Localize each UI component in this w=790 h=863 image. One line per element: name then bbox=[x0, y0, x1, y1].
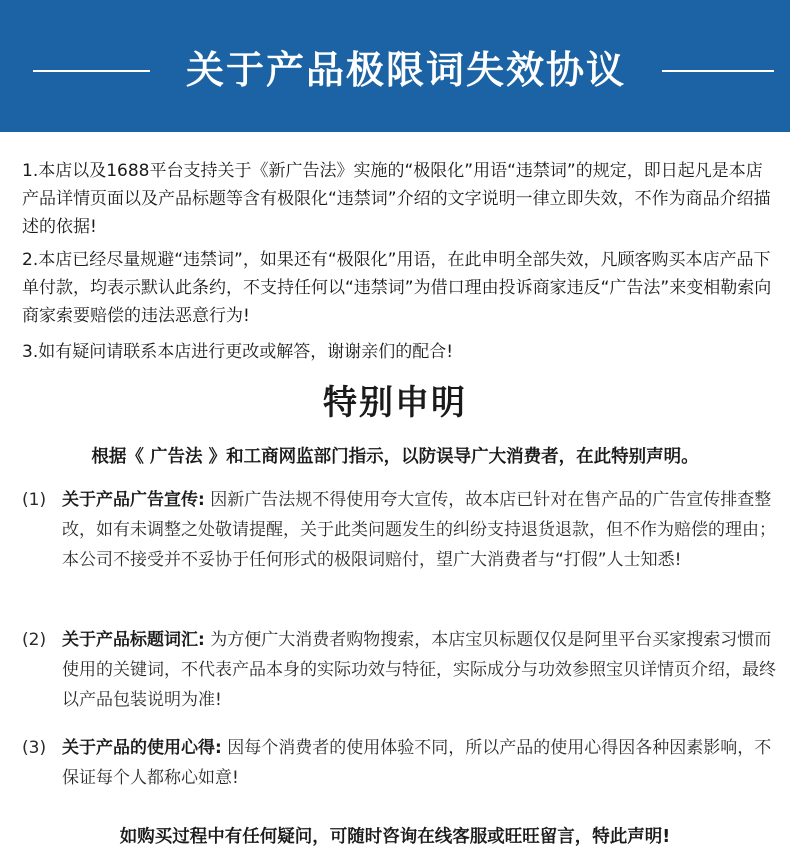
banner-title: 关于产品极限词失效协议 bbox=[185, 48, 626, 92]
notice-1 bbox=[22, 157, 776, 241]
item-number: (2) bbox=[22, 630, 47, 650]
statement-item-3 bbox=[22, 733, 782, 793]
banner-divider-left bbox=[33, 70, 150, 72]
statement-item-1 bbox=[22, 485, 782, 575]
item-heading: 关于产品标题词汇: bbox=[62, 630, 205, 650]
item-number: (1) bbox=[22, 490, 47, 510]
item-body: 因新广告法规不得使用夸大宣传，故本店已针对在售产品的广告宣传排查整改，如有未调整之处敬请提醒，关于此类问题发生的纠纷支持退货退款，但不作为赔偿的理由；本公司不接受并不妥协于任何形式的极限词赔付，望广大消费者与“打假”人士知悉! bbox=[62, 490, 776, 570]
statement-item-2 bbox=[22, 625, 782, 715]
item-heading: 关于产品广告宣传: bbox=[62, 490, 205, 510]
notice-text: 2.本店已经尽量规避“违禁词”，如果还有“极限化”用语，在此申明全部失效，凡顾客购买本店产品下单付款，均表示默认此条约，不支持任何以“违禁词”为借口理由投诉商家违反“广告法”来变相勒索向商家索要赔偿的违法恶意行为! bbox=[22, 250, 772, 326]
banner-divider-right bbox=[662, 70, 774, 72]
notice-text: 1.本店以及1688平台支持关于《新广告法》实施的“极限化”用语“违禁词”的规定，即日起凡是本店产品详情页面以及产品标题等含有极限化“违禁词”介绍的文字说明一律立即失效，不作为商品介绍描述的依据! bbox=[22, 161, 771, 237]
special-subtitle: 根据《 广告法 》和工商网监部门指示，以防误导广大消费者，在此特别声明。 bbox=[91, 447, 699, 467]
notice-text: 3.如有疑问请联系本店进行更改或解答，谢谢亲们的配合! bbox=[22, 342, 454, 362]
footer-statement: 如购买过程中有任何疑问，可随时咨询在线客服或旺旺留言，特此声明! bbox=[119, 827, 671, 847]
special-title: 特别申明 bbox=[323, 383, 467, 423]
item-body: 为方便广大消费者购物搜索，本店宝贝标题仅仅是阿里平台买家搜索习惯而使用的关键词，不代表产品本身的实际功效与特征，实际成分与功效参照宝贝详情页介绍，最终以产品包装说明为准! bbox=[62, 630, 776, 710]
item-number: (3) bbox=[22, 738, 47, 758]
notice-2 bbox=[22, 246, 776, 330]
notice-3 bbox=[22, 338, 776, 366]
item-heading: 关于产品的使用心得: bbox=[62, 738, 222, 758]
header-banner bbox=[0, 0, 790, 132]
item-body: 因每个消费者的使用体验不同，所以产品的使用心得因各种因素影响，不保证每个人都称心如意! bbox=[62, 738, 772, 788]
